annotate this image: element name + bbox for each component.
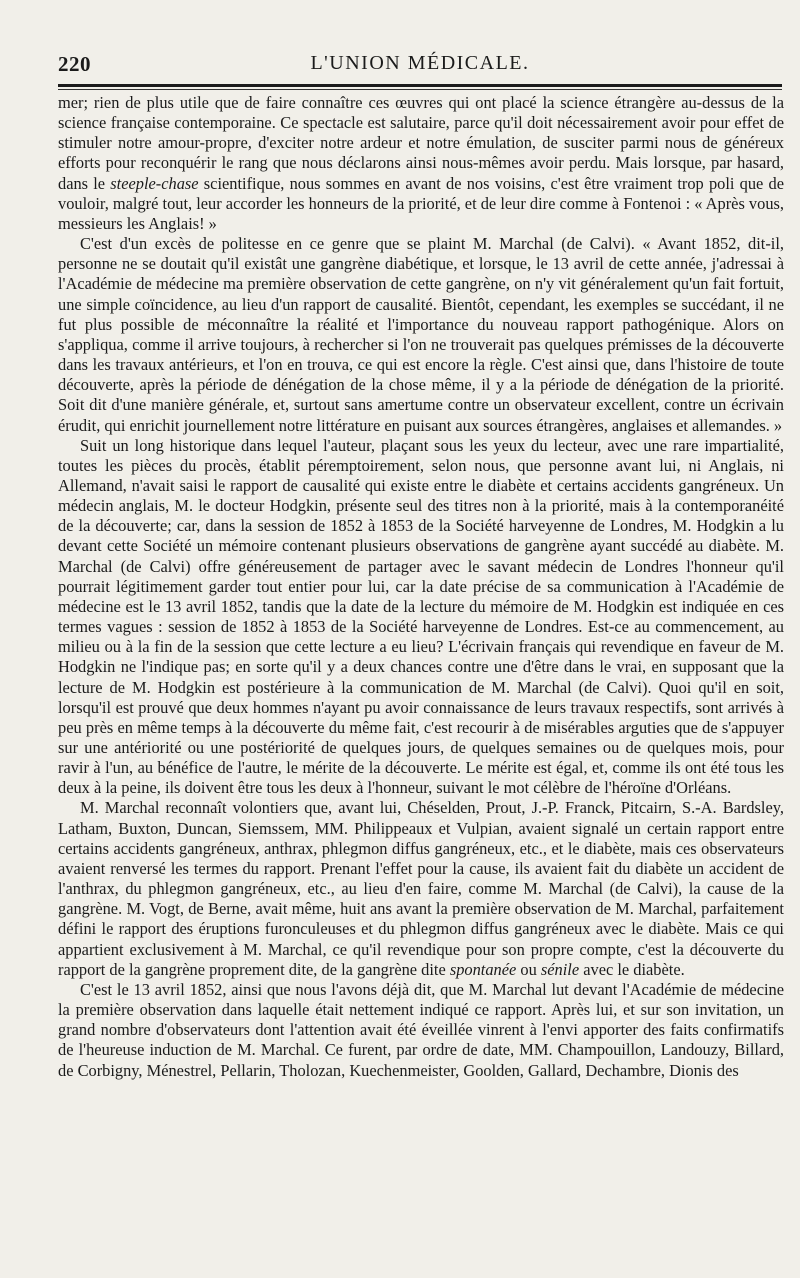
italic-text: spontanée: [449, 959, 517, 979]
paragraph-text: C'est d'un excès de politesse en ce genre que se plaint M. Marchal (de Calvi). « Avant 1852, dit-il, personne ne se doutait qu'il existât une gangrène diabétique, et lorsque, le 13 avril de cette année, j'adressai à l'Académie de médecine ma première observation de cette gangrène, on n'y vit généralement qu'un fait fortuit, une simple coïncidence, au lieu d'un rapport de causalité. Bientôt, cependant, les exemples se succédant, il ne fut plus possible de méconnaître la réalité et l'importance du nouveau rapport pathogénique. Alors on s'appliqua, comme il arrive toujours, à rechercher si l'on ne trouverait pas quelques prémisses de la découverte dans les travaux antérieurs, et l'on en trouva, ce qui est encore la règle. C'est ainsi que, dans l'histoire de toute découverte, après la période de dénégation de la chose même, il y a la période de dénégation de la priorité. Soit dit d'une manière générale, et, surtout sans amertume contre un observateur excellent, contre un écrivain érudit, qui enrichit journellement notre littérature en puisant aux sources étrangères, anglaises et allemandes. »: [58, 234, 784, 435]
body-text: [58, 93, 784, 1081]
paragraph: [58, 436, 784, 799]
paragraph: [58, 234, 784, 436]
paragraph-text: M. Marchal reconnaît volontiers que, avant lui, Chéselden, Prout, J.-P. Franck, Pitcairn, S.-A. Bardsley, Latham, Buxton, Duncan, Siemssem, MM. Philippeaux et Vulpian, avaient signalé un certain rapport entre certains accidents gangréneux, anthrax, phlegmon diffus gangréneux, etc., et le diabète, mais ces observateurs avaient renversé les termes du rapport. Prenant l'effet pour la cause, ils avaient fait du diabète un accident de l'anthrax, du phlegmon gangréneux, etc., au lieu d'en faire, comme M. Marchal (de Calvi), la cause de la gangrène. M. Vogt, de Berne, avait même, huit ans avant la première observation de M. Marchal, parfaitement défini le rapport des éruptions furonculeuses et du phlegmon diffus gangréneux avec le diabète. Mais ce qui appartient exclusivement à M. Marchal, ce qu'il revendique pour son propre compte, c'est la découverte du rapport de la gangrène proprement dite, de la gangrène dite: [58, 798, 784, 979]
paragraph-text: Suit un long historique dans lequel l'auteur, plaçant sous les yeux du lecteur, avec une rare impartialité, toutes les pièces du procès, établit péremptoirement, selon nous, que personne avant lui, ni Anglais, ni Allemand, n'avait saisi le rapport de causalité qui existe entre le diabète et certains accidents gangréneux. Un médecin anglais, M. le docteur Hodgkin, présente seul des titres non à la priorité, mais à la contemporanéité de la découverte; car, dans la session de 1852 à 1853 de la Société harveyenne de Londres, M. Hodgkin a lu devant cette Société un mémoire contenant plusieurs observations de gangrène ayant succédé au diabète. M. Marchal (de Calvi) offre généreusement de partager avec le savant médecin de Londres l'honneur qu'il pourrait légitimement garder tout entier pour lui, car la date précise de sa communication à l'Académie de médecine est le 13 avril 1852, tandis que la date de la lecture du mémoire de M. Hodgkin est indiquée en ces termes vagues : session de 1852 à 1853 de la Société harveyenne de Londres. Est-ce au commencement, au milieu ou à la fin de la session que cette lecture a eu lieu? L'écrivain français qui revendique en faveur de M. Hodgkin ne l'indique pas; en sorte qu'il y a deux chances contre une d'être dans le vrai, en supposant que la lecture de M. Hodgkin est postérieure à la communication de M. Marchal (de Calvi). Quoi qu'il en soit, lorsqu'il est prouvé que deux hommes n'ayant pu avoir connaissance de leurs travaux respectifs, sont arrivés à peu près en même temps à la découverte du même fait, c'est recourir à de misérables arguties que de s'appuyer sur une antériorité ou une postériorité de quelques jours, de quelques semaines ou de quelques mois, pour ravir à l'un, au bénéfice de l'autre, le mérite de la découverte. Le mérite est égal, et, comme ils ont été tous les deux à la peine, ils doivent être tous les deux à l'honneur, suivant le mot célèbre de l'héroïne d'Orléans.: [58, 435, 784, 798]
paragraph-text: scientifique, nous sommes en avant de nos voisins, c'est être vraiment trop poli que de vouloir, malgré tout, leur accorder les honneurs de la priorité, et de leur dire comme à Fontenoi : « Après vous, messieurs les Anglais! »: [58, 173, 784, 233]
paragraph: [58, 798, 784, 979]
paragraph-text: mer; rien de plus utile que de faire connaître ces œuvres qui ont placé la science étrangère au-dessus de la science française contemporaine. Ce spectacle est salutaire, parce qu'il doit nécessairement avoir pour effet de stimuler notre amour-propre, d'exciter notre ardeur et notre émulation, de susciter parmi nous de généreux efforts pour reconquérir le rang que nous déclarons ainsi nous-mêmes avoir perdu. Mais lorsque, par hasard, dans le: [58, 93, 784, 193]
journal-title: L'UNION MÉDICALE.: [310, 52, 530, 74]
paragraph: [58, 980, 784, 1081]
italic-text: sénile: [540, 959, 580, 979]
page-number: 220: [58, 52, 91, 76]
paragraph-text: C'est le 13 avril 1852, ainsi que nous l'avons déjà dit, que M. Marchal lut devant l'Académie de médecine la première observation dans laquelle était nettement indiqué ce rapport. Après lui, et sur son invitation, un grand nombre d'observateurs dont l'attention avait été éveillée vinrent à l'envi apporter des faits confirmatifs de l'heureuse induction de M. Marchal. Ce furent, par ordre de date, MM. Champouillon, Landouzy, Billard, de Corbigny, Ménestrel, Pellarin, Tholozan, Kuechenmeister, Goolden, Gallard, Dechambre, Dionis des: [58, 979, 784, 1080]
header-rule-thin: [58, 89, 782, 90]
header-rule: [58, 84, 782, 87]
paragraph-text: ou: [516, 959, 541, 979]
italic-text: steeple-chase: [110, 173, 199, 193]
paragraph: [58, 93, 784, 234]
paragraph-text: avec le diabète.: [579, 959, 685, 979]
running-header: [58, 52, 782, 86]
